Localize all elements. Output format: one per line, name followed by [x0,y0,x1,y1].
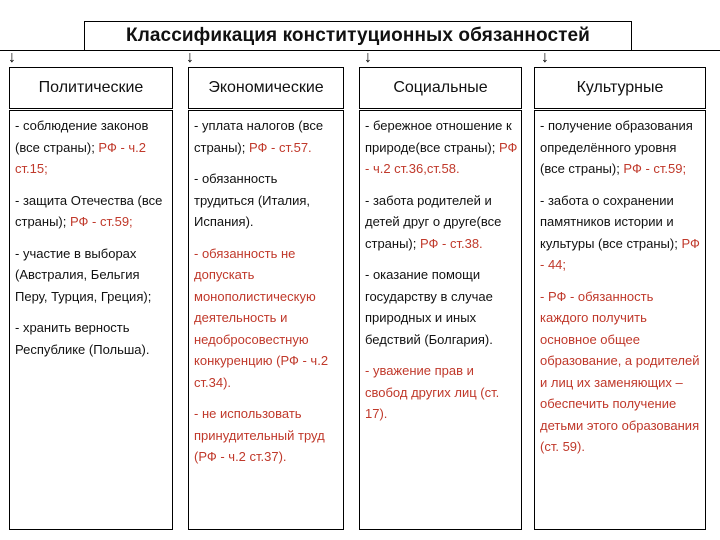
list-item: - не использовать принудительный труд (РФ - ч.2 ст.37). [194,406,325,464]
list-item: - уважение прав и свобод других лиц (ст. 17). [365,363,500,421]
column-body-economic [188,110,344,530]
list-item: - забота о сохранении памятников истории и культуры (все страны); РФ - 44; [540,192,700,272]
list-item: - оказание помощи государству в случае природных и иных бедствий (Болгария). [365,267,493,347]
list-item: - уплата налогов (все страны); РФ - ст.57. [194,118,324,155]
list-item: - обязанность трудиться (Италия, Испания). [194,171,311,229]
column-body-political [9,110,173,530]
page-title: Классификация конституционных обязанностей [84,21,632,51]
title-connector-line [0,50,720,51]
column-header-social: Социальные [359,67,522,109]
column-header-economic: Экономические [188,67,344,109]
arrow-down-icon: ↓ [8,49,16,66]
list-item: - защита Отечества (все страны); РФ - ст.59; [15,192,163,229]
arrow-down-icon: ↓ [364,49,372,66]
list-item: - бережное отношение к природе(все страны); РФ - ч.2 ст.36,ст.58. [365,118,518,176]
list-item: - РФ - обязанность каждого получить основное общее образование, а родителей и лиц их заменяющих – обеспечить получение детьми этого образования (ст. 59). [540,288,700,454]
column-header-cultural: Культурные [534,67,706,109]
arrow-down-icon: ↓ [186,49,194,66]
column-body-social [359,110,522,530]
column-body-cultural [534,110,706,530]
list-item: - получение образования определённого уровня (все страны); РФ - ст.59; [540,118,693,176]
arrow-down-icon: ↓ [541,49,549,66]
column-header-political: Политические [9,67,173,109]
list-item: - обязанность не допускать монополистическую деятельность и недобросовестную конкуренцию (РФ - ч.2 ст.34). [194,245,329,390]
list-item: - участие в выборах (Австралия, Бельгия Перу, Турция, Греция); [15,245,152,304]
list-item: - хранить верность Республике (Польша). [15,320,150,357]
list-item: - забота родителей и детей друг о друге(все страны); РФ - ст.38. [365,192,502,251]
list-item: - соблюдение законов (все страны); РФ - ч.2 ст.15; [15,118,149,176]
